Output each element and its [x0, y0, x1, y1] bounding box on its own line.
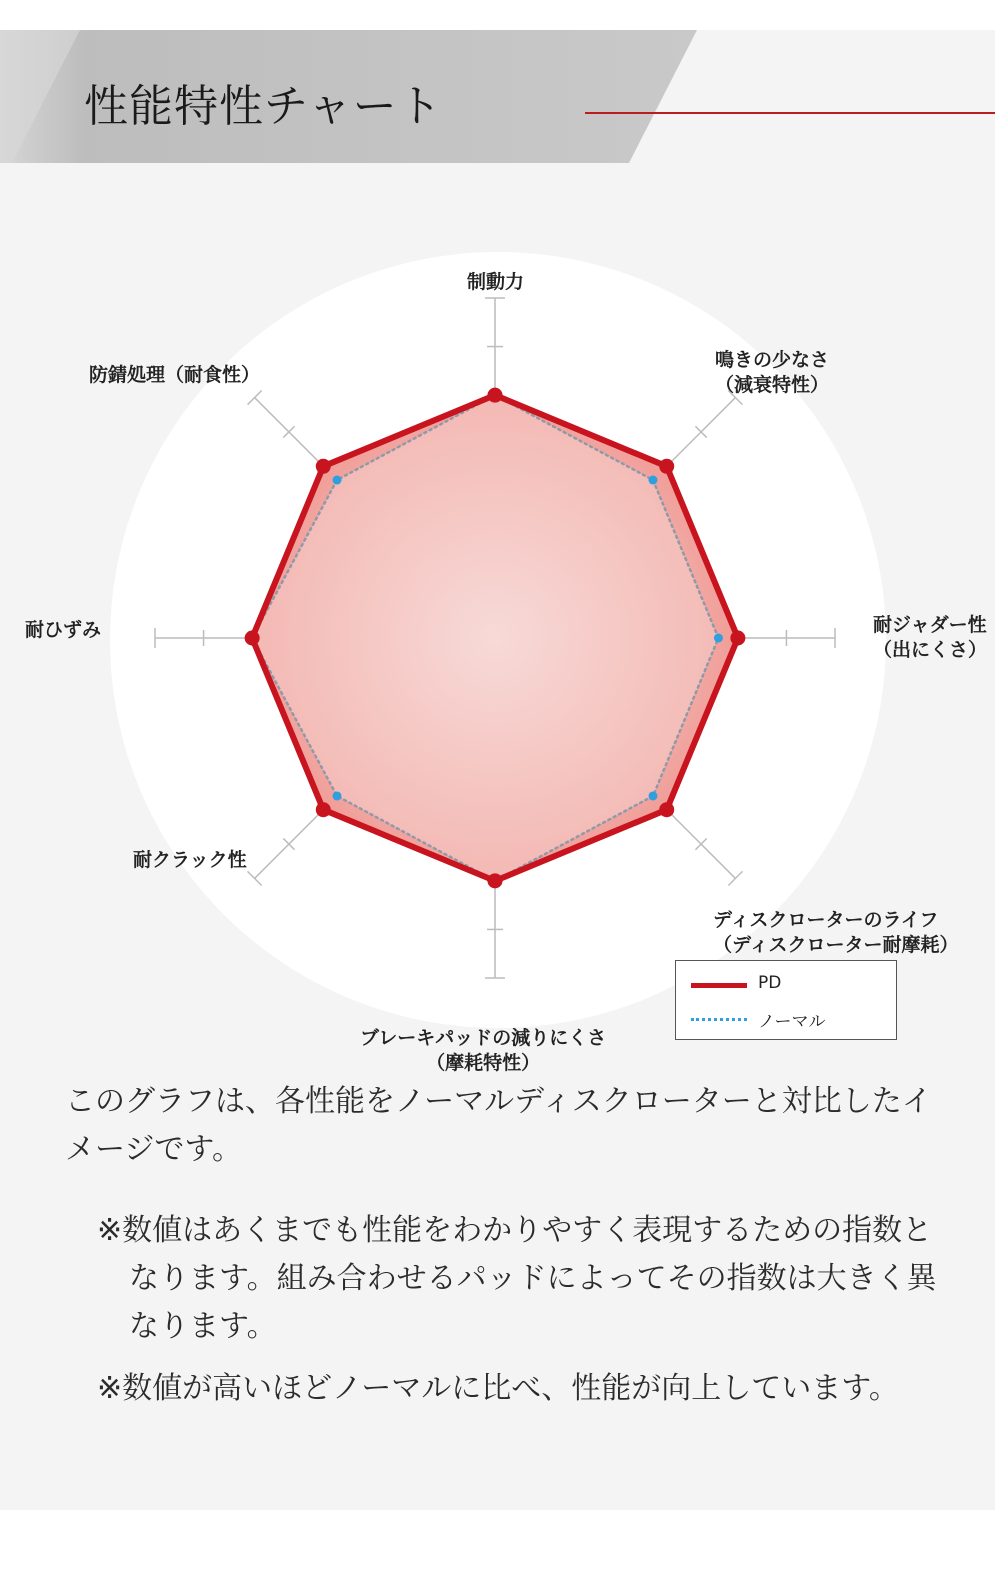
legend-item-normal [691, 1007, 891, 1033]
series-normal-point [648, 476, 657, 485]
axis-label [873, 613, 987, 663]
legend-swatch-normal [691, 1018, 747, 1021]
note-2: ※数値が高いほどノーマルに比べ、性能が向上しています。 [97, 1371, 899, 1406]
legend-label-pd: PD [758, 973, 782, 993]
axis-label [89, 363, 260, 388]
axis-label [715, 348, 829, 398]
axis-label-line: ディスクローターのライフ [713, 909, 939, 931]
axis-label-line: （摩耗特性） [426, 1052, 541, 1074]
axis-label [133, 848, 247, 873]
note-1: ※数値はあくまでも性能をわかりやすく表現するための指数となります。組み合わせるパッドによってその指数は大きく異なります。 [97, 1213, 937, 1344]
axis-label-line: 防錆処理（耐食性） [89, 364, 261, 386]
axis-label [25, 618, 101, 643]
series-pd-point [659, 459, 674, 474]
description-text: このグラフは、各性能をノーマルディスクローターと対比したイメージです。 [65, 1084, 932, 1167]
axis-label [360, 1026, 606, 1076]
series-pd-point [245, 631, 260, 646]
page-title: 性能特性チャート [84, 81, 443, 132]
axis-label [467, 270, 524, 295]
series-pd-point [488, 873, 503, 888]
axis-label-line: 制動力 [467, 271, 525, 293]
title-rule [585, 112, 995, 114]
axis-label-line: 耐クラック性 [133, 849, 247, 871]
legend [675, 960, 897, 1040]
axis-label-line: 鳴きの少なさ [715, 349, 830, 371]
axis-label-line: （出にくさ） [873, 639, 988, 661]
legend-swatch-pd [691, 983, 747, 988]
axis-label-line: 耐ジャダー性 [873, 614, 987, 636]
series-pd-point [316, 459, 331, 474]
axis-label [713, 908, 958, 958]
series-pd-point [659, 802, 674, 817]
series-normal-point [333, 476, 342, 485]
series-pd-point [316, 802, 331, 817]
axis-label-line: （ディスクローター耐摩耗） [713, 934, 959, 956]
legend-label-normal: ノーマル [758, 1012, 826, 1032]
axis-label-line: （減衰特性） [715, 374, 830, 396]
series-pd-point [488, 388, 503, 403]
series-normal-point [714, 634, 723, 643]
legend-item-pd [691, 973, 891, 999]
series-normal-point [333, 791, 342, 800]
axis-label-line: 耐ひずみ [25, 619, 102, 641]
axis-label-line: ブレーキパッドの減りにくさ [360, 1027, 607, 1049]
series-normal-point [648, 791, 657, 800]
series-pd-point [730, 631, 745, 646]
